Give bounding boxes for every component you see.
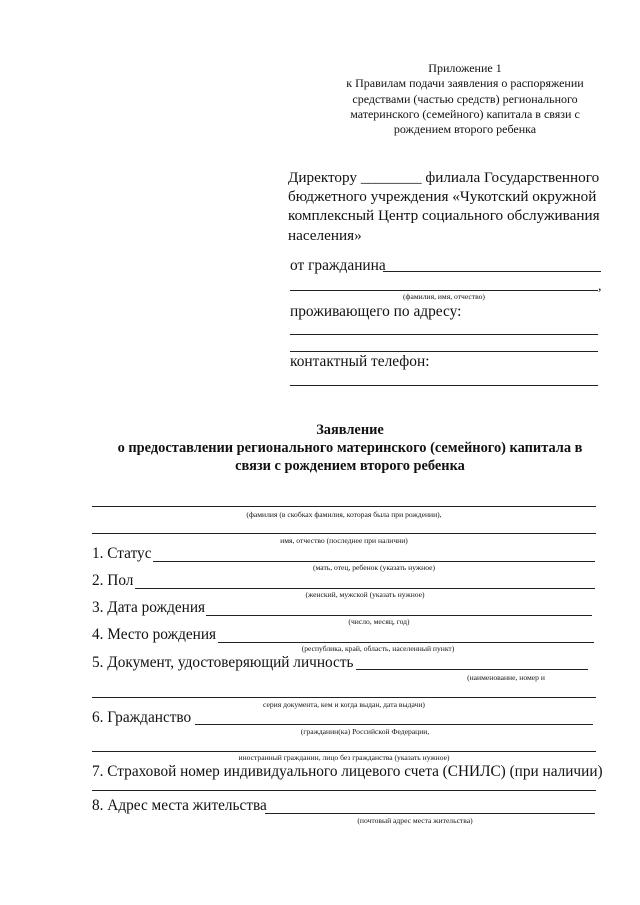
phone-field[interactable] — [290, 385, 598, 386]
address-field-2[interactable] — [290, 351, 598, 352]
addressee-line: населения» — [288, 226, 362, 244]
appendix-line: Приложение 1 — [428, 61, 502, 75]
surname-field[interactable] — [92, 506, 596, 507]
fio-caption: (фамилия, имя, отчество) — [403, 292, 485, 301]
residence-address-caption: (почтовый адрес места жительства) — [357, 816, 473, 825]
citizenship-caption-2: иностранный гражданин, лицо без гражданства (указать нужное) — [238, 753, 450, 762]
title-line: связи с рождением второго ребенка — [235, 458, 465, 474]
addressee-line: комплексный Центр социального обслуживания — [288, 207, 600, 225]
document-field[interactable] — [356, 669, 588, 670]
from-citizen-label: от гражданина — [290, 257, 386, 274]
name-caption: имя, отчество (последнее при наличии) — [280, 536, 408, 545]
document-caption: (наименование, номер и — [467, 673, 545, 682]
citizenship-field-2[interactable] — [92, 751, 596, 752]
residence-address-label: 8. Адрес места жительства — [92, 797, 267, 814]
appendix-header — [300, 61, 630, 137]
birth-date-field[interactable] — [206, 615, 592, 616]
appendix-line: к Правилам подачи заявления о распоряжении — [346, 76, 584, 91]
phone-label: контактный телефон: — [290, 353, 430, 370]
citizenship-field[interactable] — [195, 724, 593, 725]
snils-label: 7. Страховой номер индивидуального лицевого счета (СНИЛС) (при наличии) — [92, 763, 603, 780]
sex-field[interactable] — [135, 588, 595, 589]
surname-caption: (фамилия (в скобках фамилия, которая была при рождении), — [246, 510, 442, 519]
appendix-line: материнского (семейного) капитала в связи с — [350, 106, 580, 121]
citizen-name-field-2[interactable] — [290, 290, 598, 291]
citizenship-label: 6. Гражданство — [92, 709, 192, 726]
document-field-2[interactable] — [92, 697, 596, 698]
birth-date-label: 3. Дата рождения — [92, 599, 206, 616]
appendix-line: средствами (частью средств) регионального — [352, 91, 578, 106]
birth-place-label: 4. Место рождения — [92, 626, 217, 643]
addressee-block — [288, 168, 608, 245]
citizenship-caption: (гражданин(ка) Российской Федерации, — [300, 727, 430, 736]
birth-place-field[interactable] — [218, 642, 594, 643]
sex-caption: (женский, мужской (указать нужное) — [305, 590, 425, 599]
document-label: 5. Документ, удостоверяющий личность — [92, 654, 354, 671]
birth-place-caption: (республика, край, область, населенный пункт) — [301, 644, 455, 653]
status-field[interactable] — [153, 561, 595, 562]
appendix-line: рождением второго ребенка — [393, 122, 537, 137]
birth-date-caption: (число, месяц, год) — [348, 617, 410, 626]
addressee-line: Директору ________ филиала Государственного — [288, 169, 600, 186]
residence-address-field[interactable] — [265, 813, 595, 814]
status-caption: (мать, отец, ребенок (указать нужное) — [312, 563, 435, 572]
address-label: проживающего по адресу: — [290, 303, 462, 320]
snils-field[interactable] — [92, 790, 596, 791]
citizen-name-field[interactable] — [383, 271, 601, 272]
status-label: 1. Статус — [92, 545, 152, 562]
addressee-line: бюджетного учреждения «Чукотский окружной — [288, 188, 597, 206]
title-line: Заявление — [316, 422, 384, 438]
address-field-1[interactable] — [290, 334, 598, 335]
comma: , — [598, 279, 602, 294]
title-line: о предоставлении регионального материнского (семейного) капитала в — [117, 440, 583, 456]
application-title — [60, 421, 640, 475]
name-field[interactable] — [92, 533, 596, 534]
document-caption-2: серия документа, кем и когда выдан, дата выдачи) — [263, 700, 425, 709]
sex-label: 2. Пол — [92, 572, 134, 589]
